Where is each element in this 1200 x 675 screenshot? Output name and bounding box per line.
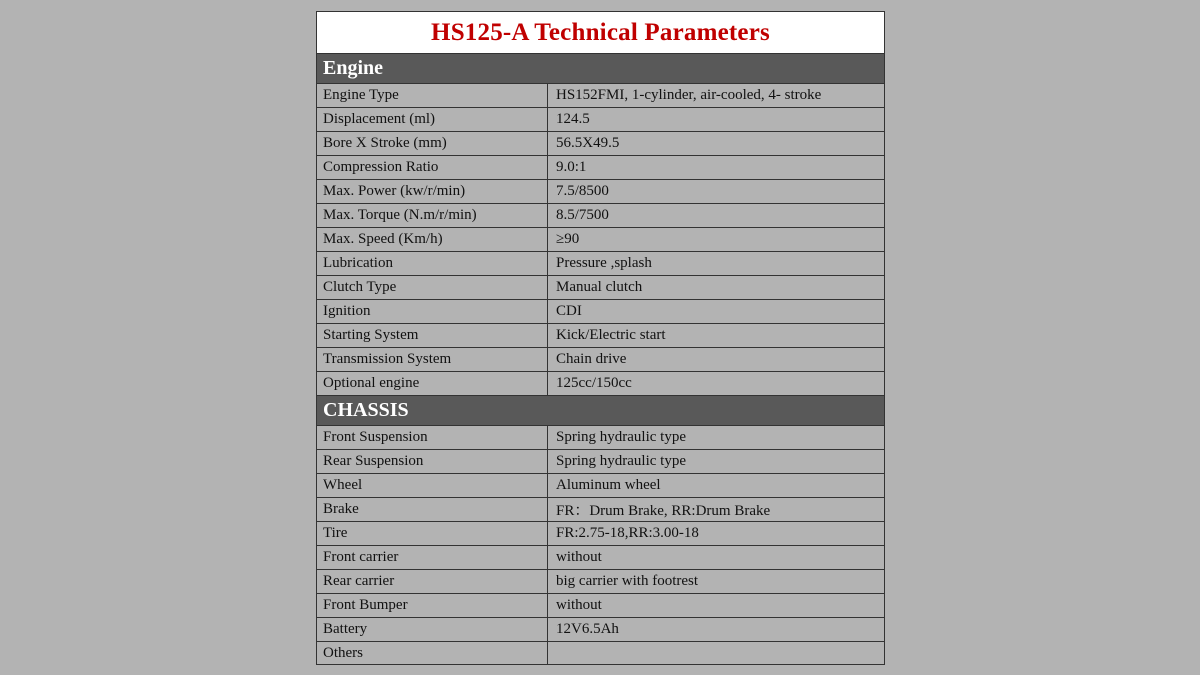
spec-value: 12V6.5Ah (556, 621, 619, 637)
spec-label: Rear Suspension (317, 450, 548, 473)
spec-row (317, 84, 884, 108)
spec-value (548, 642, 884, 665)
spec-value: Aluminum wheel (556, 477, 661, 493)
spec-row (317, 156, 884, 180)
spec-row (317, 324, 884, 348)
section-header-engine: Engine (317, 54, 884, 84)
spec-row (317, 276, 884, 300)
spec-value: Chain drive (556, 351, 627, 367)
spec-row (317, 108, 884, 132)
spec-row (317, 348, 884, 372)
spec-value: Pressure ,splash (556, 255, 652, 271)
spec-label: Brake (317, 498, 548, 521)
spec-label: Compression Ratio (317, 156, 548, 179)
spec-label: Displacement (ml) (317, 108, 548, 131)
spec-label: Battery (317, 618, 548, 641)
spec-row (317, 642, 884, 665)
spec-label: Tire (317, 522, 548, 545)
spec-sheet (316, 11, 885, 665)
spec-value: Kick/Electric start (556, 327, 666, 343)
spec-value: HS152FMI, 1-cylinder, air-cooled, 4- stroke (556, 87, 822, 103)
spec-value: 56.5X49.5 (556, 135, 620, 151)
spec-row (317, 372, 884, 396)
spec-value: 9.0:1 (556, 159, 587, 175)
spec-label: Front carrier (317, 546, 548, 569)
spec-value: without (556, 549, 602, 565)
spec-label: Lubrication (317, 252, 548, 275)
spec-value: FR：Drum Brake, RR:Drum Brake (556, 503, 771, 519)
spec-row (317, 522, 884, 546)
spec-label: Front Suspension (317, 426, 548, 449)
spec-label: Ignition (317, 300, 548, 323)
spec-label: Others (317, 642, 548, 665)
spec-value: without (556, 597, 602, 613)
spec-value: 125cc/150cc (556, 375, 632, 391)
spec-row (317, 474, 884, 498)
spec-row (317, 594, 884, 618)
spec-row (317, 204, 884, 228)
spec-row (317, 570, 884, 594)
spec-row (317, 498, 884, 522)
spec-label: Starting System (317, 324, 548, 347)
spec-value: 8.5/7500 (556, 207, 609, 223)
spec-table (317, 54, 884, 665)
spec-label: Rear carrier (317, 570, 548, 593)
spec-label: Max. Torque (N.m/r/min) (317, 204, 548, 227)
spec-row (317, 450, 884, 474)
spec-value: Spring hydraulic type (556, 453, 686, 469)
spec-value: 7.5/8500 (556, 183, 609, 199)
section-header-chassis: CHASSIS (317, 396, 884, 426)
title-bar (317, 12, 884, 54)
spec-row (317, 546, 884, 570)
spec-label: Max. Speed (Km/h) (317, 228, 548, 251)
spec-label: Front Bumper (317, 594, 548, 617)
spec-row (317, 132, 884, 156)
page-title: HS125-A Technical Parameters (431, 18, 770, 46)
spec-value: FR:2.75-18,RR:3.00-18 (556, 525, 699, 541)
spec-row (317, 618, 884, 642)
spec-row (317, 228, 884, 252)
spec-label: Wheel (317, 474, 548, 497)
spec-value: CDI (556, 303, 582, 319)
spec-value: 124.5 (556, 111, 590, 127)
spec-value: ≥90 (556, 231, 580, 247)
spec-label: Transmission System (317, 348, 548, 371)
spec-row (317, 300, 884, 324)
spec-row (317, 180, 884, 204)
spec-row (317, 426, 884, 450)
spec-row (317, 252, 884, 276)
spec-label: Max. Power (kw/r/min) (317, 180, 548, 203)
spec-value: Spring hydraulic type (556, 429, 686, 445)
spec-label: Bore X Stroke (mm) (317, 132, 548, 155)
spec-value: Manual clutch (556, 279, 643, 295)
spec-label: Engine Type (317, 84, 548, 107)
spec-label: Optional engine (317, 372, 548, 395)
spec-label: Clutch Type (317, 276, 548, 299)
spec-value: big carrier with footrest (556, 573, 699, 589)
